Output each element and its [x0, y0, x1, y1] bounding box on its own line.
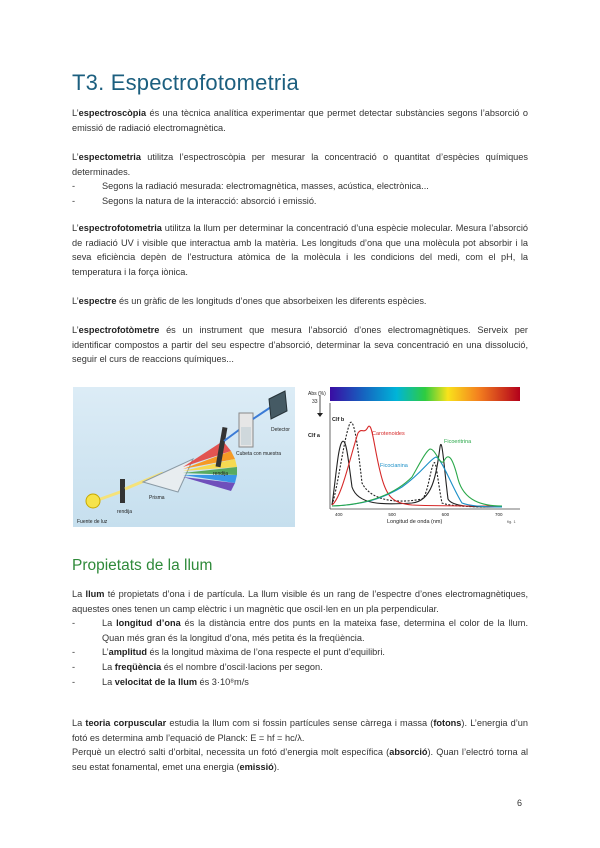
text: La	[102, 676, 115, 687]
label-slit-1: rendija	[117, 509, 133, 515]
y-tick-label: 33	[312, 399, 318, 405]
x-tick-label: 600	[441, 512, 450, 517]
label-ficoeritrina: Ficoeritrina	[444, 439, 472, 445]
prism	[143, 459, 193, 492]
llum-properties-list	[72, 616, 528, 689]
text: estudia la llum com si fossin partícules sense càrrega i massa (	[166, 718, 434, 728]
list-item	[72, 675, 528, 690]
term-llum: llum	[85, 589, 105, 599]
espectometria-list	[72, 179, 528, 208]
term-fotons: fotons	[433, 718, 462, 728]
spectrophotometer-diagram	[73, 387, 295, 527]
label-chl-b: Clf b	[332, 417, 345, 423]
text: és un gràfic de les longituds d’ones que absorbeixen les diferents espècies.	[116, 296, 427, 306]
text: L’	[72, 296, 79, 306]
text: ).	[273, 761, 280, 772]
list-item	[72, 645, 528, 660]
term: amplitud	[108, 647, 147, 658]
list-item: - Segons la natura de la interacció: absorció i emissió.	[72, 194, 528, 209]
term: longitud d’ona	[116, 618, 181, 629]
paragraph-espectometria	[72, 150, 528, 208]
list-item	[72, 660, 528, 675]
plot-area	[332, 422, 502, 507]
text: La	[72, 589, 86, 599]
figure-credit: fig. 1	[507, 519, 516, 524]
text: és un instrument que mesura l’absorció d’ones electromagnètiques. Serveix per identificar compostos a partir del seu espectre d’absorció, determinar la seva concentració en una dissolució, seguir el curs de reaccions químiques...	[72, 325, 528, 365]
label-ficocianina: Ficocianina	[380, 463, 408, 469]
text: La	[72, 718, 86, 728]
section-title-propietats: Propietats de la llum	[72, 557, 213, 574]
term: velocitat de la llum	[114, 676, 197, 687]
text: és el nombre d’oscil·lacions per segon.	[161, 661, 323, 672]
term-teoria-corpuscular: teoria corpuscular	[85, 718, 167, 728]
paragraph-espectrofotometria	[72, 221, 528, 279]
text: La	[102, 618, 117, 629]
term-espectre: espectre	[78, 296, 117, 306]
text: és 3·10⁸m/s	[196, 676, 249, 687]
x-tick-label: 500	[388, 512, 396, 517]
paragraph-llum	[72, 587, 528, 689]
term: freqüència	[114, 661, 162, 672]
text: L’	[72, 223, 79, 233]
text: és la longitud màxima de l’ona respecte el punt d’equilibri.	[146, 647, 385, 658]
page-number: 6	[517, 798, 523, 808]
series-line-ficocianina	[332, 457, 502, 507]
x-axis-label: Longitud de onda (nm)	[387, 519, 443, 525]
label-source: Fuente de luz	[77, 519, 108, 525]
list-item	[72, 616, 528, 645]
y-arrow-head	[317, 413, 323, 417]
text: té propietats d’ona i de partícula. La llum visible és un rang de l’espectre d’ones electromagnètiques, aquestes ones tenen un camp elèctric i un magnètic que oscil·len en un pla perpendicular.	[72, 589, 529, 614]
text: L’	[72, 325, 79, 335]
term-emissio: emissió	[239, 761, 274, 772]
label-carotenoids: Carotenoides	[372, 431, 405, 437]
x-tick-label: 400	[335, 512, 343, 517]
paragraph-espectrofotometre	[72, 323, 528, 367]
text: utilitza l’espectroscòpia per mesurar la concentració o quantitat d’espècies químiques determinades.	[72, 152, 528, 177]
text: és la distància entre dos punts en la mateixa fase, determina el color de la llum. Quan més gran és la longitud d’ona, més petita és la freqüència.	[102, 618, 528, 643]
term-espectometria: espectometria	[78, 152, 141, 162]
text: ). Quan l’electró torna al seu estat fonamental, emet una energia (	[72, 747, 528, 772]
light-source-icon	[86, 494, 100, 508]
series-line-carotenoids	[332, 426, 502, 506]
light-beam	[253, 407, 271, 419]
text: L’	[72, 152, 79, 162]
text: La	[102, 661, 115, 672]
text: L’	[72, 108, 79, 118]
text: és una tècnica analítica experimentar que permet detectar substàncies segons l’absorció o emissió de radiació electromagnètica.	[72, 108, 528, 133]
paragraph-teoria-corpuscular	[72, 716, 528, 774]
text: Perquè un electró salti d’orbital, necessita un fotó d’energia molt específica (	[72, 747, 390, 758]
cuvette-sample	[241, 427, 251, 445]
label-chl-a: Clf a	[308, 433, 320, 439]
text: L’	[102, 647, 109, 658]
text: ). L’energia d’un fotó es determina amb l’equació de Planck: E = hf = hc/λ.	[72, 718, 529, 743]
term-espectrofotometre: espectrofotòmetre	[78, 325, 160, 335]
y-axis-label: Abs (%)	[308, 391, 326, 397]
paragraph-espectre	[72, 294, 528, 309]
visible-spectrum-bar	[330, 387, 520, 401]
series-line-ficoeritrina	[332, 449, 502, 506]
x-tick-label: 700	[495, 512, 503, 517]
text: utilitza la llum per determinar la concentració d’una espècie molecular. Mesura l’absorció de radiació UV i visible que interactua amb la matèria. Les longituds d’ona que una molècula pot absorbir i la seva eficiència depèn de l’estructura atòmica de la molècula i les condicions del medi, com el pH, la temperatura i la força iònica.	[72, 223, 528, 277]
list-item: - Segons la radiació mesurada: electromagnètica, masses, acústica, electrònica...	[72, 179, 528, 194]
absorption-spectrum-chart	[302, 387, 524, 527]
label-detector: Detector	[271, 427, 290, 433]
label-slit-2: rendija	[213, 471, 229, 477]
detector	[269, 391, 287, 419]
label-cuvette: Cubeta con muestra	[236, 451, 282, 457]
page-title: T3. Espectrofotometria	[72, 70, 299, 95]
label-prism: Prisma	[149, 495, 165, 501]
term-espectroscopia: espectroscòpia	[78, 108, 147, 118]
term-espectrofotometria: espectrofotometria	[78, 223, 162, 233]
slit-1	[120, 479, 125, 503]
paragraph-espectroscopia	[72, 106, 528, 135]
term-absorcio: absorció	[389, 747, 428, 758]
x-ticks	[335, 512, 503, 517]
